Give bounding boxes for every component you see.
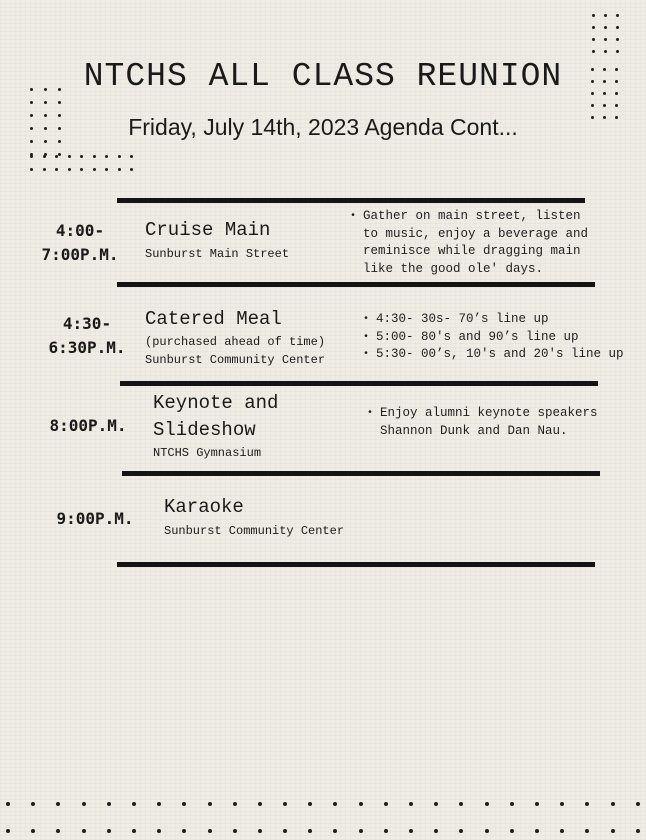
dot [308, 802, 312, 806]
event-note: (purchased ahead of time) [145, 335, 326, 349]
divider-3 [120, 381, 598, 386]
event-title-line2: Slideshow [153, 419, 256, 441]
dot [510, 829, 514, 833]
bullet-item: • 4:30- 30s- 70’s line up [363, 311, 638, 329]
dot [68, 155, 71, 158]
dot [611, 829, 615, 833]
dot [409, 829, 413, 833]
dot [208, 802, 212, 806]
event-time [30, 219, 130, 267]
dot-grid-top-right [520, 14, 619, 53]
dot [182, 829, 186, 833]
dot [107, 829, 111, 833]
dot [616, 14, 619, 17]
dot [132, 802, 136, 806]
dot [510, 802, 514, 806]
event-bullets [350, 208, 602, 278]
dot [384, 802, 388, 806]
dot [58, 101, 61, 104]
dot [44, 101, 47, 104]
dot [93, 168, 96, 171]
dot-row-bottom-1 [0, 802, 646, 806]
dot [157, 829, 161, 833]
page-title: NTCHS ALL CLASS REUNION [83, 58, 563, 95]
bullet-item: • 5:00- 80's and 90’s line up [363, 329, 638, 347]
event-details [145, 217, 289, 263]
dot [132, 829, 136, 833]
event-time-start: 9:00P.M. [56, 509, 134, 528]
event-time-end: 7:00P.M. [41, 245, 119, 264]
dot [616, 38, 619, 41]
dot [616, 26, 619, 29]
dot [258, 829, 262, 833]
dot [118, 168, 121, 171]
dot [603, 104, 606, 107]
dot [434, 829, 438, 833]
dot [80, 155, 83, 158]
event-location: Sunburst Community Center [145, 353, 326, 367]
dot [6, 829, 10, 833]
dot [616, 50, 619, 53]
dot [636, 802, 640, 806]
event-time-start: 4:30- [62, 314, 112, 333]
dot [208, 829, 212, 833]
dot [182, 802, 186, 806]
dot [434, 802, 438, 806]
dot [636, 829, 640, 833]
dot-grid-left-lower [30, 155, 133, 171]
dot [233, 829, 237, 833]
dot [604, 26, 607, 29]
dot [105, 168, 108, 171]
dot-row-bottom-2 [0, 829, 646, 833]
event-time [37, 312, 137, 360]
event-title: Cruise Main [145, 219, 271, 241]
dot [384, 829, 388, 833]
dot [535, 802, 539, 806]
dot [283, 802, 287, 806]
event-location: NTCHS Gymnasium [153, 446, 262, 460]
dot [30, 168, 33, 171]
divider-4 [122, 471, 600, 476]
dot [604, 14, 607, 17]
dot [43, 168, 46, 171]
dot [55, 168, 58, 171]
dot [560, 802, 564, 806]
dot [409, 802, 413, 806]
dot [43, 155, 46, 158]
dot [459, 829, 463, 833]
event-title: Catered Meal [145, 308, 282, 330]
dot [485, 829, 489, 833]
dot [30, 155, 33, 158]
event-time-start: 8:00P.M. [49, 416, 127, 435]
dot [130, 168, 133, 171]
dot [93, 155, 96, 158]
divider-5 [117, 562, 595, 567]
dot [604, 50, 607, 53]
dot [611, 802, 615, 806]
event-time [38, 414, 138, 438]
dot [359, 829, 363, 833]
event-time-start: 4:00- [55, 221, 105, 240]
dot [308, 829, 312, 833]
page-subtitle: Friday, July 14th, 2023 Agenda Cont... [128, 114, 518, 140]
dot [333, 829, 337, 833]
dot [107, 802, 111, 806]
dot [56, 829, 60, 833]
event-location: Sunburst Main Street [145, 247, 290, 261]
bullet-item: • Gather on main street, listen to music, enjoy a beverage and reminisce while dragging main like the good ole' days. [350, 208, 602, 278]
dot [615, 104, 618, 107]
dot [55, 155, 58, 158]
dot [258, 802, 262, 806]
dot [359, 802, 363, 806]
dot [82, 802, 86, 806]
event-details [145, 306, 325, 369]
event-title-line1: Keynote and [153, 392, 279, 414]
dot [6, 802, 10, 806]
event-bullets [363, 311, 638, 364]
divider-1 [117, 198, 585, 203]
dot [459, 802, 463, 806]
bullet-item: • Enjoy alumni keynote speakers Shannon Dunk and Dan Nau. [367, 405, 617, 440]
dot [30, 101, 33, 104]
event-title: Karaoke [164, 496, 244, 518]
event-details [164, 494, 344, 540]
dot [592, 38, 595, 41]
bullet-item: • 5:30- 00’s, 10's and 20's line up [363, 346, 638, 364]
divider-2 [117, 282, 595, 287]
dot [283, 829, 287, 833]
dot [105, 155, 108, 158]
dot [157, 802, 161, 806]
event-details [153, 390, 278, 462]
event-time-end: 6:30P.M. [48, 338, 126, 357]
dot [592, 14, 595, 17]
dot [118, 155, 121, 158]
dot [592, 50, 595, 53]
dot [585, 802, 589, 806]
dot [535, 829, 539, 833]
dot [31, 829, 35, 833]
dot [130, 155, 133, 158]
dot [560, 829, 564, 833]
event-bullets [367, 405, 617, 440]
dot [31, 802, 35, 806]
dot [333, 802, 337, 806]
dot [68, 168, 71, 171]
dot [80, 168, 83, 171]
dot [591, 104, 594, 107]
dot [604, 38, 607, 41]
event-location: Sunburst Community Center [164, 524, 345, 538]
event-time [45, 507, 145, 531]
dot [82, 829, 86, 833]
dot [585, 829, 589, 833]
dot [233, 802, 237, 806]
dot [56, 802, 60, 806]
dot [592, 26, 595, 29]
dot [485, 802, 489, 806]
